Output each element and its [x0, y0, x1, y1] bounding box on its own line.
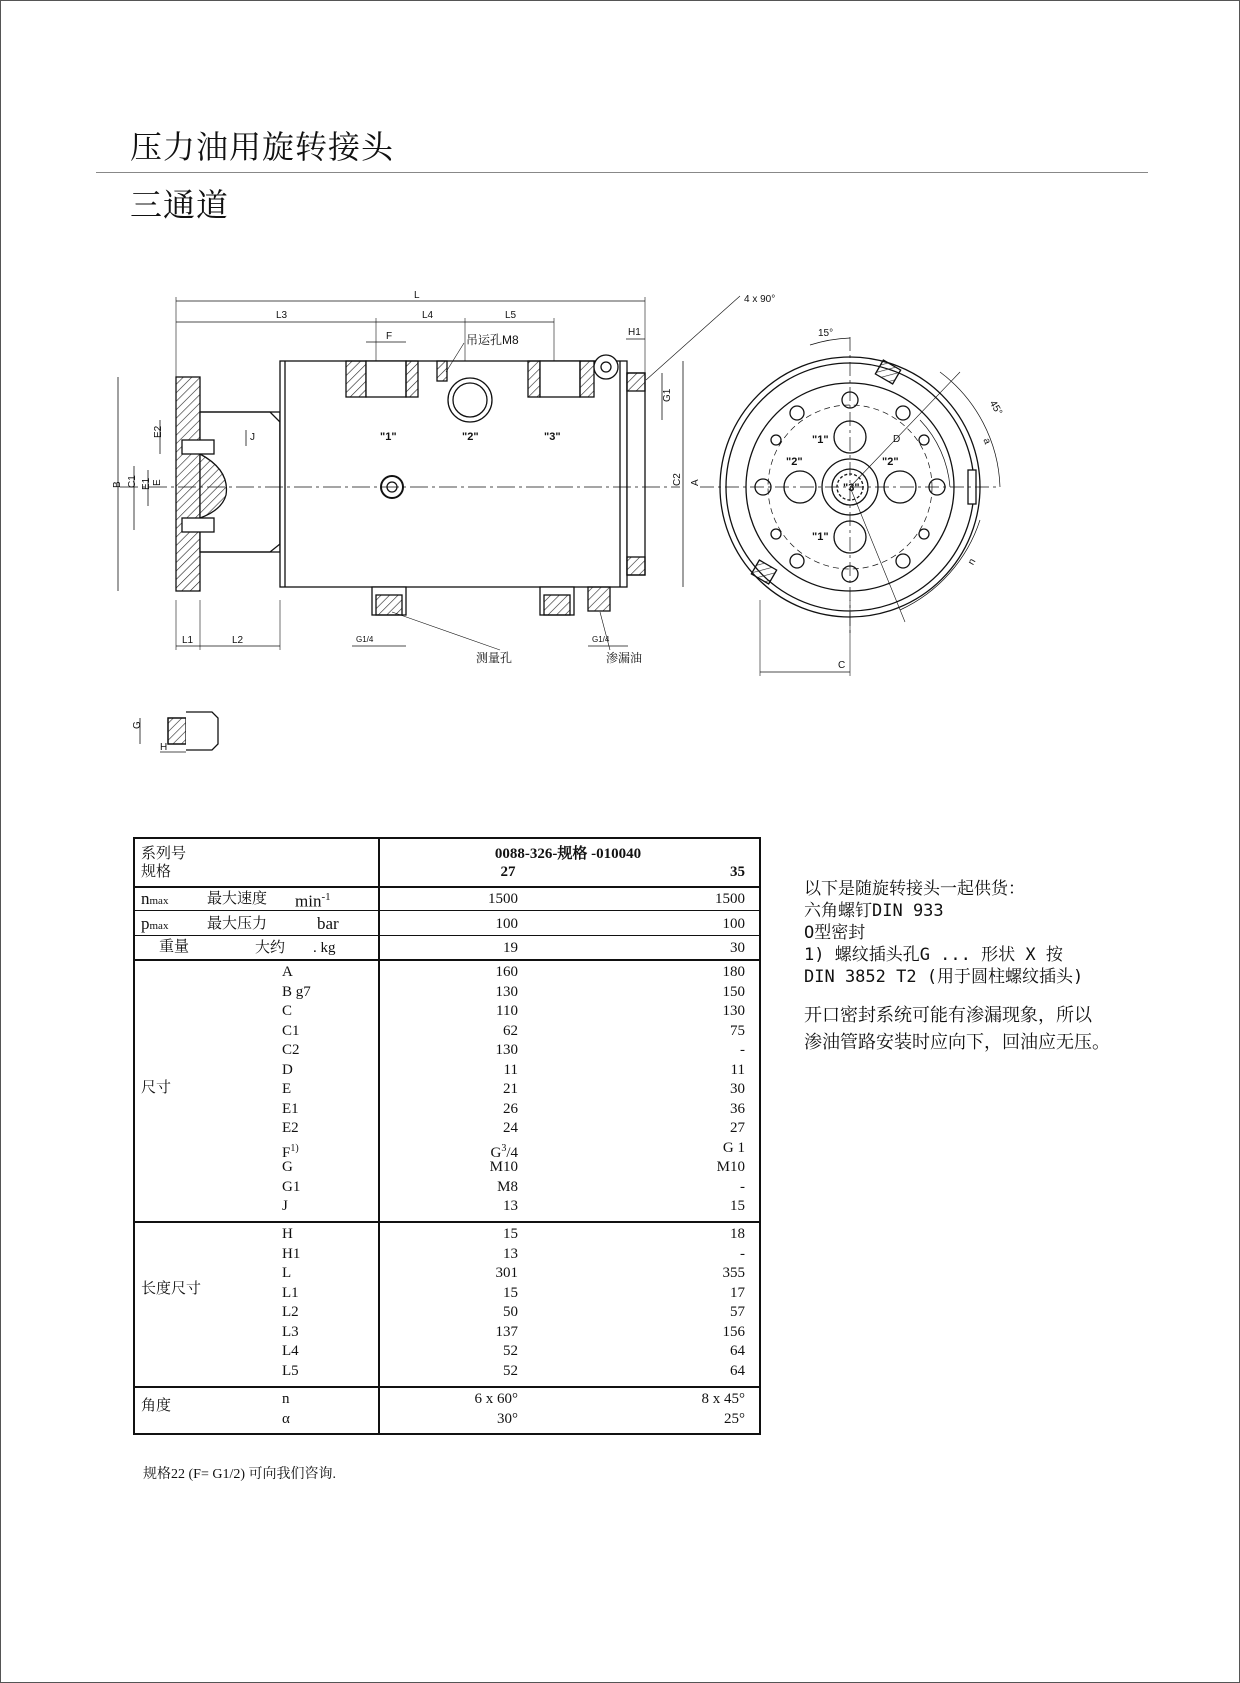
size-row-key: C — [282, 1003, 293, 1019]
technical-drawing — [0, 0, 1240, 800]
angle-row-value-27: 30° — [497, 1410, 518, 1427]
dim-B: B — [112, 481, 123, 488]
len-row-value-35: 355 — [722, 1265, 745, 1281]
row-weight-label: 重量 — [159, 939, 190, 955]
len-row-value-27: 137 — [495, 1323, 518, 1340]
dim-a: a — [980, 436, 993, 446]
dim-E2: E2 — [153, 425, 164, 438]
size-row-value-35: - — [740, 1178, 745, 1195]
size-row-value-35: M10 — [716, 1159, 745, 1175]
size-row-value-27: M10 — [489, 1159, 518, 1175]
dim-E: E — [152, 479, 163, 486]
size-row-key: G1 — [282, 1178, 301, 1195]
label-measure-hole: 测量孔 — [476, 651, 513, 665]
size-row-value-35: 30 — [730, 1081, 745, 1097]
len-row-value-35: 17 — [730, 1284, 745, 1301]
header-size: 规格 — [141, 864, 172, 880]
len-row-value-27: 301 — [495, 1265, 518, 1281]
size-row-value-35: 75 — [730, 1022, 745, 1039]
row-pmax-v1: 100 — [495, 916, 518, 932]
len-row-key: L2 — [282, 1304, 299, 1320]
dim-15deg: 15° — [818, 328, 834, 339]
size-row-value-35: 27 — [730, 1120, 745, 1136]
note-line-4: 1) 螺纹插头孔G ... 形状 X 按 — [804, 945, 1063, 965]
len-row-key: L — [282, 1265, 292, 1281]
flange — [176, 377, 200, 591]
row-weight-v2: 30 — [730, 940, 745, 956]
dim-D: D — [893, 434, 901, 445]
size-row-key: A — [282, 964, 293, 980]
angle-row-value-35: 8 x 45° — [701, 1391, 745, 1407]
len-row-value-27: 52 — [503, 1362, 518, 1379]
dim-G1-4-b: G1/4 — [592, 635, 610, 644]
dim-E1: E1 — [141, 477, 152, 490]
header-col1: 27 — [500, 864, 516, 880]
size-row-key: $F^{1)}$ — [282, 1142, 299, 1161]
header-col2: 35 — [730, 864, 745, 880]
len-row-value-27: 13 — [503, 1245, 518, 1262]
angle-row-value-27: 6 x 60° — [474, 1391, 518, 1407]
len-row-value-27: 15 — [503, 1284, 518, 1301]
len-row-key: H1 — [282, 1245, 301, 1262]
size-row-value-27: 11 — [503, 1061, 518, 1078]
label-front-ch1-top: "1" — [812, 434, 829, 446]
label-front-ch2b: "2" — [882, 456, 899, 468]
size-row-value-27: 62 — [503, 1022, 518, 1039]
angle-row-value-35: 25° — [724, 1410, 745, 1427]
dim-F: F — [386, 331, 393, 342]
dim-G: G — [132, 721, 143, 729]
row-nmax-sym: nmax — [141, 889, 169, 908]
dim-n: n — [966, 556, 979, 568]
dim-L5: L5 — [505, 310, 517, 321]
len-row-value-27: 52 — [503, 1343, 518, 1359]
dim-A: A — [690, 479, 701, 486]
dim-L4: L4 — [422, 310, 434, 321]
size-row-value-27: 26 — [503, 1100, 518, 1117]
len-row-value-35: 156 — [722, 1323, 745, 1340]
size-row-value-27: 24 — [503, 1120, 518, 1136]
label-lifting-hole: 吊运孔M8 — [466, 333, 519, 347]
size-row-key: D — [282, 1061, 293, 1078]
group-angle-name: 角度 — [141, 1398, 172, 1414]
label-front-ch2: "2" — [786, 456, 803, 468]
row-pmax-label: 最大压力 — [207, 916, 268, 932]
label-front-ch3: "3" — [843, 482, 860, 494]
note-line-2: 六角螺钉DIN 933 — [804, 901, 944, 921]
footnote: 规格22 (F= G1/2) 可向我们咨询. — [143, 1467, 337, 1482]
group-len-name: 长度尺寸 — [141, 1281, 202, 1297]
len-row-value-35: 64 — [730, 1362, 745, 1379]
size-row-value-35: 180 — [722, 964, 745, 980]
size-row-key: J — [282, 1198, 288, 1214]
angle-row-key: n — [282, 1391, 290, 1407]
len-row-key: L5 — [282, 1362, 299, 1379]
label-ch3: "3" — [544, 431, 561, 443]
size-row-value-27: 130 — [495, 983, 518, 1000]
dim-G1: G1 — [662, 388, 673, 402]
dim-C: C — [838, 660, 846, 671]
size-row-value-35: 130 — [722, 1003, 745, 1019]
size-row-value-35: G 1 — [722, 1139, 745, 1156]
dim-45deg: 45° — [986, 398, 1005, 418]
len-row-key: L4 — [282, 1343, 299, 1359]
len-row-key: L3 — [282, 1323, 299, 1340]
len-row-value-35: 18 — [730, 1226, 745, 1242]
len-row-value-35: 57 — [730, 1304, 745, 1320]
size-row-value-27: 160 — [495, 964, 518, 980]
group-size-name: 尺寸 — [141, 1080, 172, 1096]
note-line-3: O型密封 — [804, 923, 866, 943]
page-subtitle: 三通道 — [130, 186, 230, 224]
size-row-key: C2 — [282, 1042, 300, 1058]
len-row-value-35: - — [740, 1245, 745, 1262]
row-pmax-unit: bar — [317, 914, 339, 933]
size-row-key: E1 — [282, 1100, 299, 1117]
size-row-value-35: 15 — [730, 1198, 745, 1214]
size-row-value-27: 130 — [495, 1042, 518, 1058]
size-row-key: E2 — [282, 1120, 299, 1136]
dim-C1: C1 — [127, 475, 138, 488]
len-row-key: H — [282, 1226, 293, 1242]
size-row-value-35: 36 — [730, 1100, 745, 1117]
dim-L2: L2 — [232, 635, 244, 646]
row-nmax-v2: 1500 — [715, 891, 745, 907]
dim-L3: L3 — [276, 310, 288, 321]
len-row-value-35: 64 — [730, 1343, 745, 1359]
row-weight-unit: . kg — [313, 940, 336, 956]
dim-J: J — [250, 432, 255, 443]
header-series: 系列号 — [141, 846, 187, 862]
size-row-key: C1 — [282, 1022, 300, 1039]
dim-L: L — [414, 290, 420, 301]
dim-H: H — [160, 742, 168, 753]
size-row-value-35: 150 — [722, 983, 745, 1000]
dim-C2: C2 — [672, 473, 683, 486]
row-pmax-sym: pmax — [141, 914, 169, 933]
spec-table — [133, 837, 761, 1435]
len-row-key: L1 — [282, 1284, 299, 1301]
dim-G1-4-a: G1/4 — [356, 635, 374, 644]
warning-note — [804, 1002, 1110, 1056]
size-row-value-35: - — [740, 1042, 745, 1058]
label-ch2: "2" — [462, 431, 479, 443]
label-ch1: "1" — [380, 431, 397, 443]
size-row-value-27: $G^3/4$ — [490, 1142, 518, 1161]
label-front-ch1-bottom: "1" — [812, 531, 829, 543]
len-row-value-27: 50 — [503, 1304, 518, 1320]
size-row-value-27: M8 — [497, 1178, 518, 1195]
len-row-value-27: 15 — [503, 1226, 518, 1242]
dim-4x90: 4 x 90° — [744, 294, 776, 305]
dim-L1: L1 — [182, 635, 194, 646]
warning-line-2: 渗油管路安装时应向下，回油应无压。 — [804, 1032, 1110, 1053]
note-line-1: 以下是随旋转接头一起供货： — [804, 879, 1025, 899]
row-nmax-v1: 1500 — [488, 891, 518, 907]
dim-H1: H1 — [628, 327, 641, 338]
warning-line-1: 开口密封系统可能有渗漏现象，所以 — [804, 1005, 1092, 1026]
row-nmax-label: 最大速度 — [207, 891, 268, 907]
row-nmax-unit: $\min^{-1}$ — [295, 891, 331, 911]
size-row-key: E — [282, 1081, 292, 1097]
size-row-value-35: 11 — [730, 1061, 745, 1078]
size-row-key: B g7 — [282, 983, 311, 1000]
row-weight-v1: 19 — [503, 940, 518, 956]
angle-row-key: α — [282, 1410, 290, 1427]
size-row-key: G — [282, 1159, 293, 1175]
note-line-5: DIN 3852 T2 (用于圆柱螺纹插头) — [804, 967, 1084, 987]
page-title: 压力油用旋转接头 — [130, 128, 395, 166]
row-weight-approx: 大约 — [255, 940, 286, 956]
header-code: 0088-326-规格 -010040 — [494, 846, 642, 862]
label-leak-oil: 渗漏油 — [606, 651, 643, 665]
row-pmax-v2: 100 — [722, 916, 745, 932]
size-row-value-27: 13 — [503, 1198, 518, 1214]
size-row-value-27: 21 — [503, 1081, 518, 1097]
size-row-value-27: 110 — [496, 1003, 518, 1019]
